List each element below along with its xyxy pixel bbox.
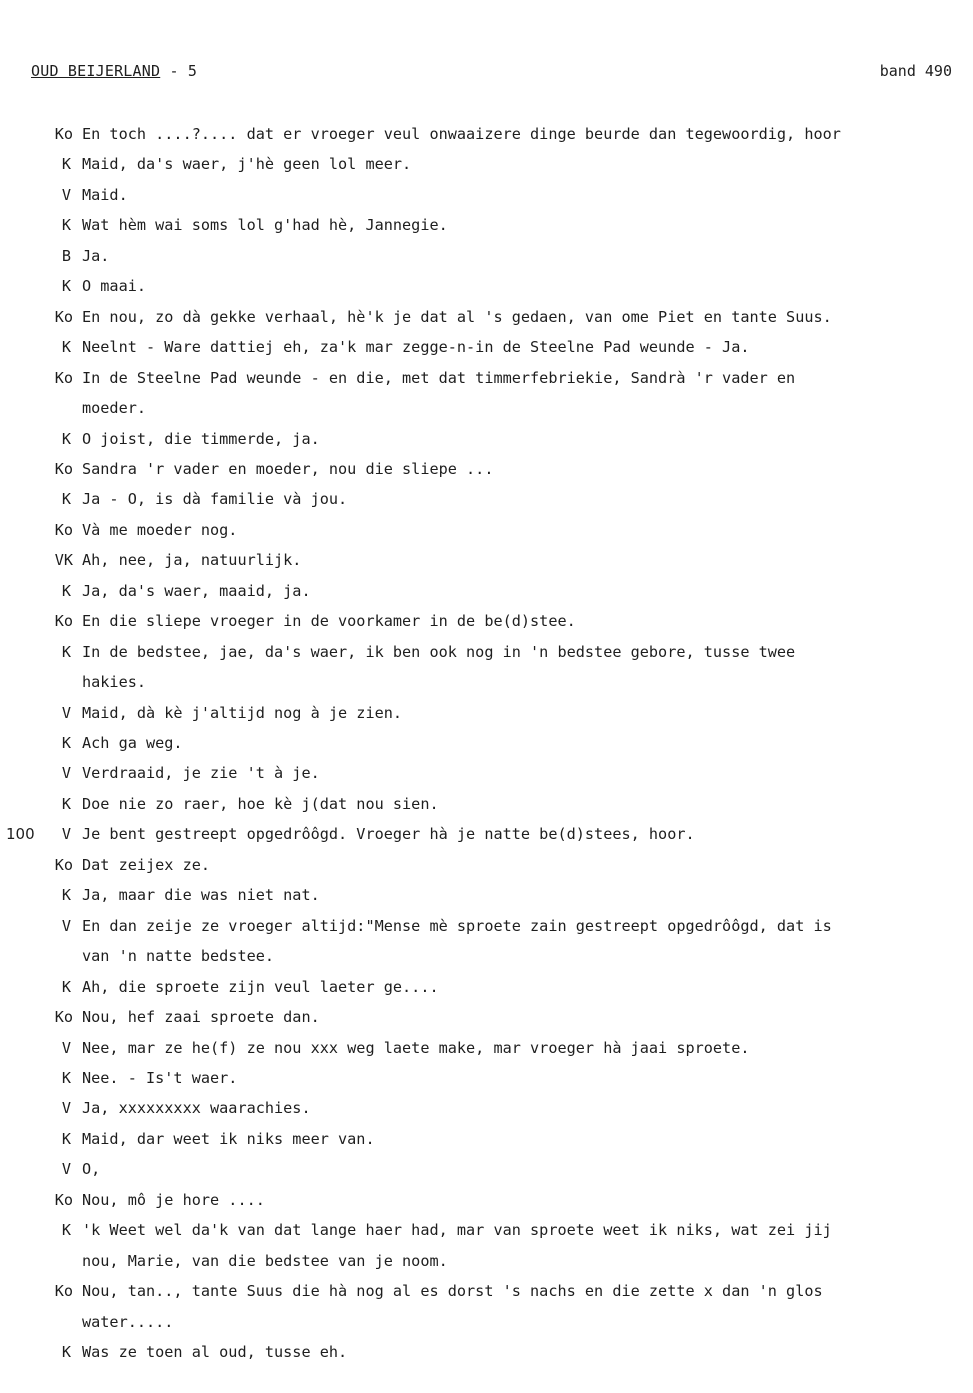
speaker-label: Ko	[54, 307, 73, 326]
utterance-text: 'k Weet wel da'k van dat lange haer had, mar van sproete weet ik niks, wat zei jij	[82, 1221, 832, 1240]
speaker-label: Ko	[54, 520, 73, 539]
transcript-line	[0, 1311, 973, 1333]
speaker-label: Ko	[54, 855, 73, 874]
utterance-text: Verdraaid, je zie 't à je.	[82, 764, 320, 783]
utterance-text: water.....	[82, 1312, 174, 1331]
utterance-text: van 'n natte bedstee.	[82, 947, 275, 966]
transcript-line	[0, 702, 973, 724]
transcript-line	[0, 306, 973, 328]
speaker-label: Ko	[54, 368, 73, 387]
transcript-line	[0, 1280, 973, 1302]
transcript-line	[0, 1097, 973, 1119]
transcript-line	[0, 1219, 973, 1241]
speaker-label: Ko	[54, 459, 73, 478]
speaker-label: VK	[54, 551, 73, 570]
transcript-line	[0, 275, 973, 297]
transcript-line	[0, 367, 973, 389]
utterance-text: Maid, da's waer, j'hè geen lol meer.	[82, 155, 412, 174]
transcript-line	[0, 1006, 973, 1028]
speaker-label: K	[61, 277, 71, 296]
speaker-label: B	[61, 246, 71, 265]
speaker-label: V	[61, 1160, 71, 1179]
utterance-text: Maid.	[82, 185, 128, 204]
utterance-text: En toch ....?.... dat er vroeger veul onwaaizere dinge beurde dan tegewoordig, hoor	[82, 125, 841, 143]
page-number: - 5	[160, 62, 198, 80]
utterance-text: Nee, mar ze he(f) ze nou xxx weg laete make, mar vroeger hà jaai sproete.	[82, 1038, 750, 1057]
utterance-text: Doe nie zo raer, hoe kè j(dat nou sien.	[82, 794, 439, 813]
transcript-line	[0, 1037, 973, 1059]
utterance-text: nou, Marie, van die bedstee van je noom.	[82, 1251, 448, 1270]
transcript-line	[0, 671, 973, 693]
speaker-label: Ko	[54, 1008, 73, 1027]
utterance-text: Was ze toen al oud, tusse eh.	[82, 1343, 348, 1361]
speaker-label: V	[61, 1038, 71, 1057]
transcript-line	[0, 732, 973, 754]
speaker-label: K	[61, 1129, 71, 1148]
transcript-line	[0, 336, 973, 358]
line-number: 100	[6, 825, 35, 844]
speaker-label: V	[61, 185, 71, 204]
speaker-label: V	[61, 1099, 71, 1118]
transcript-line	[0, 123, 973, 145]
speaker-label: V	[61, 764, 71, 783]
location-title: OUD BEIJERLAND	[31, 62, 161, 80]
speaker-label: K	[61, 216, 71, 235]
speaker-label: K	[61, 734, 71, 752]
utterance-text: Nou, tan.., tante Suus die hà nog al es dorst 's nachs en die zette x dan 'n glos	[82, 1282, 823, 1301]
utterance-text: Nou, mô je hore ....	[82, 1190, 265, 1209]
speaker-label: K	[61, 1221, 71, 1240]
utterance-text: Ja.	[82, 246, 110, 265]
transcript-line	[0, 793, 973, 815]
utterance-text: In de Steelne Pad weunde - en die, met dat timmerfebriekie, Sandrà 'r vader en	[82, 368, 796, 387]
transcript-line	[0, 153, 973, 175]
utterance-text: Nou, hef zaai sproete dan.	[82, 1008, 320, 1027]
transcript-line	[0, 1158, 973, 1180]
transcript-line	[0, 488, 973, 510]
transcript-line	[0, 214, 973, 236]
speaker-label: K	[61, 794, 71, 813]
transcript-line	[0, 1067, 973, 1089]
utterance-text: Ja, da's waer, maaid, ja.	[82, 581, 311, 600]
speaker-label: Ko	[54, 1282, 73, 1301]
utterance-text: O maai.	[82, 277, 147, 296]
utterance-text: En dan zeije ze vroeger altijd:"Mense mè sproete zain gestreept opgedrôôgd, dat is	[82, 916, 832, 935]
transcript-line	[0, 397, 973, 419]
transcript-line	[0, 976, 973, 998]
utterance-text: En die sliepe vroeger in de voorkamer in de be(d)stee.	[82, 612, 576, 631]
speaker-label: Ko	[54, 612, 73, 631]
transcript-line	[0, 428, 973, 450]
utterance-text: Dat zeijex ze.	[82, 855, 211, 874]
utterance-text: Neelnt - Ware dattiej eh, za'k mar zegge-n-in de Steelne Pad weunde - Ja.	[82, 338, 750, 357]
utterance-text: Nee. - Is't waer.	[82, 1068, 238, 1087]
utterance-text: Ah, nee, ja, natuurlijk.	[82, 551, 302, 570]
transcript-line	[0, 549, 973, 571]
transcript-line	[0, 641, 973, 663]
transcript-line	[0, 610, 973, 632]
speaker-label: V	[61, 703, 71, 722]
transcript-line	[0, 519, 973, 541]
transcript-line	[0, 915, 973, 937]
transcript-line	[0, 823, 973, 845]
transcript-line	[0, 854, 973, 876]
speaker-label: K	[61, 429, 71, 448]
transcript-line	[0, 245, 973, 267]
utterance-text: Sandra 'r vader en moeder, nou die sliepe ...	[82, 459, 494, 478]
speaker-label: K	[61, 581, 71, 600]
utterance-text: En nou, zo dà gekke verhaal, hè'k je dat al 's gedaen, van ome Piet en tante Suus.	[82, 307, 832, 326]
transcript-line	[0, 762, 973, 784]
speaker-label: V	[61, 825, 71, 844]
transcript-line	[0, 1128, 973, 1150]
transcript-line	[0, 1189, 973, 1211]
utterance-text: O,	[82, 1160, 101, 1179]
transcript-line	[0, 945, 973, 967]
utterance-text: Wat hèm wai soms lol g'had hè, Jannegie.	[82, 216, 448, 235]
speaker-label: K	[61, 490, 71, 509]
speaker-label: K	[61, 642, 71, 661]
utterance-text: moeder.	[82, 399, 147, 418]
page-header-left	[31, 62, 197, 80]
transcript-line	[0, 884, 973, 906]
speaker-label: K	[61, 338, 71, 357]
speaker-label: K	[61, 1343, 71, 1361]
utterance-text: Maid, dà kè j'altijd nog à je zien.	[82, 703, 403, 722]
speaker-label: V	[61, 916, 71, 935]
transcript-line	[0, 580, 973, 602]
tape-number: band 490	[879, 62, 952, 80]
speaker-label: Ko	[54, 125, 73, 143]
transcript-line	[0, 458, 973, 480]
speaker-label: K	[61, 1068, 71, 1087]
utterance-text: Ja - O, is dà familie và jou.	[82, 490, 348, 509]
utterance-text: In de bedstee, jae, da's waer, ik ben ook nog in 'n bedstee gebore, tusse twee	[82, 642, 796, 661]
utterance-text: Ach ga weg.	[82, 734, 183, 752]
speaker-label: Ko	[54, 1190, 73, 1209]
utterance-text: hakies.	[82, 673, 147, 692]
transcript-line	[0, 1250, 973, 1272]
utterance-text: Ja, maar die was niet nat.	[82, 886, 320, 905]
utterance-text: Và me moeder nog.	[82, 520, 238, 539]
transcript-line	[0, 184, 973, 206]
transcript-line	[0, 1341, 973, 1363]
utterance-text: Je bent gestreept opgedrôôgd. Vroeger hà je natte be(d)stees, hoor.	[82, 825, 695, 844]
utterance-text: Ah, die sproete zijn veul laeter ge....	[82, 977, 439, 996]
utterance-text: Ja, xxxxxxxxx waarachies.	[82, 1099, 311, 1118]
speaker-label: K	[61, 155, 71, 174]
speaker-label: K	[61, 977, 71, 996]
utterance-text: O joist, die timmerde, ja.	[82, 429, 320, 448]
speaker-label: K	[61, 886, 71, 905]
utterance-text: Maid, dar weet ik niks meer van.	[82, 1129, 375, 1148]
